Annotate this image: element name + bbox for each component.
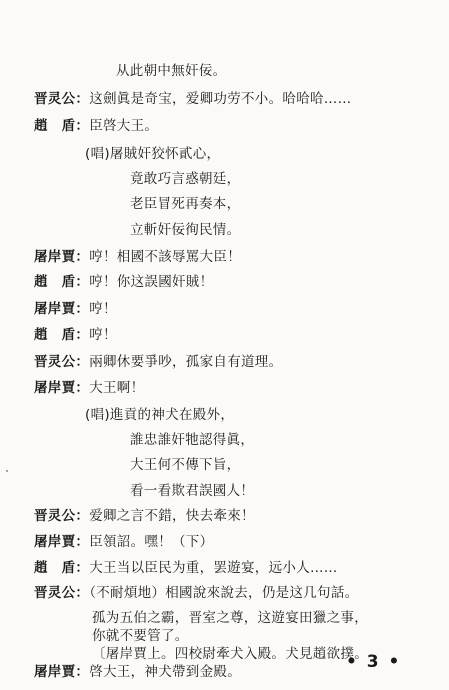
dialogue-text: 哼！你这誤國奸賊！ — [89, 274, 214, 290]
dialogue-text: 哼！相國不該辱罵大臣！ — [89, 249, 242, 265]
speaker-name: 屠岸賈： — [34, 301, 90, 317]
dialogue-line — [34, 91, 351, 107]
speaker-name: 晋灵公： — [34, 354, 90, 370]
speaker-name: 晋灵公： — [34, 91, 90, 107]
dialogue-text: 哼！ — [89, 301, 117, 317]
dialogue-line — [34, 534, 213, 550]
speaker-name: 晋灵公： — [34, 508, 90, 524]
dialogue-text: 大王啊！ — [89, 380, 145, 396]
dialogue-line — [34, 354, 282, 370]
speaker-name: 屠岸賈： — [34, 249, 90, 265]
speaker-name: 趙 盾： — [34, 118, 90, 134]
dialogue-line — [34, 585, 358, 601]
dialogue-line — [34, 664, 241, 680]
speaker-name: 屠岸賈： — [34, 664, 90, 680]
dialogue-line — [34, 560, 338, 576]
verse-line: 誰忠誰奸牠認得眞， — [130, 432, 255, 448]
verse-line: (唱)進貢的神犬在殿外， — [85, 407, 235, 423]
dialogue-text: 臣領詔。嘿！（下） — [89, 534, 214, 550]
dialogue-text: （不耐煩地）相國說來說去，仍是这几句話。 — [89, 585, 359, 601]
speaker-name: 趙 盾： — [34, 327, 90, 343]
dialogue-line — [34, 380, 144, 396]
dialogue-line — [34, 327, 117, 343]
dialogue-text: 哼！ — [89, 327, 117, 343]
verse-line: 立斬奸佞徇民情。 — [130, 222, 241, 238]
dialogue-text: 啓大王，神犬帶到金殿。 — [89, 664, 242, 680]
dialogue-text: 大王当以臣民为重，罢遊宴，远小人…… — [89, 560, 338, 576]
dialogue-line — [34, 118, 158, 134]
dialogue-text: 兩卿休要爭吵，孤家自有道理。 — [89, 354, 283, 370]
speaker-name: 屠岸賈： — [34, 380, 90, 396]
dialogue-text: 这劍眞是奇宝，爱卿功劳不小。哈哈哈…… — [89, 91, 352, 107]
dialogue-line — [34, 301, 117, 317]
stage-direction: 〔屠岸賈上。四校尉牽犬入殿。犬見趙欲撲。 — [92, 646, 368, 662]
dialogue-continuation: 你就不要管了。 — [92, 628, 189, 644]
speaker-name: 趙 盾： — [34, 274, 90, 290]
dialogue-line — [34, 249, 241, 265]
dialogue-text: 爱卿之言不錯，快去牽來！ — [89, 508, 255, 524]
verse-line: 从此朝中無奸佞。 — [116, 63, 227, 79]
verse-line: 大王何不傳下旨， — [130, 457, 241, 473]
verse-line: 竟敢巧言惑朝廷， — [130, 171, 241, 187]
speaker-name: 屠岸賈： — [34, 534, 90, 550]
page-number: • 3 • — [346, 652, 402, 672]
scan-speck — [6, 470, 8, 472]
verse-line: 看一看欺君誤國人！ — [130, 483, 255, 499]
dialogue-line — [34, 274, 213, 290]
speaker-name: 晋灵公： — [34, 585, 90, 601]
verse-line: 老臣冒死再奏本， — [130, 196, 241, 212]
dialogue-continuation: 孤为五伯之霸，晋室之尊，这遊宴田獵之事， — [92, 610, 368, 626]
dialogue-text: 臣啓大王。 — [89, 118, 159, 134]
verse-line: (唱)屠賊奸狡怀貳心， — [85, 146, 221, 162]
speaker-name: 趙 盾： — [34, 560, 90, 576]
dialogue-line — [34, 508, 255, 524]
